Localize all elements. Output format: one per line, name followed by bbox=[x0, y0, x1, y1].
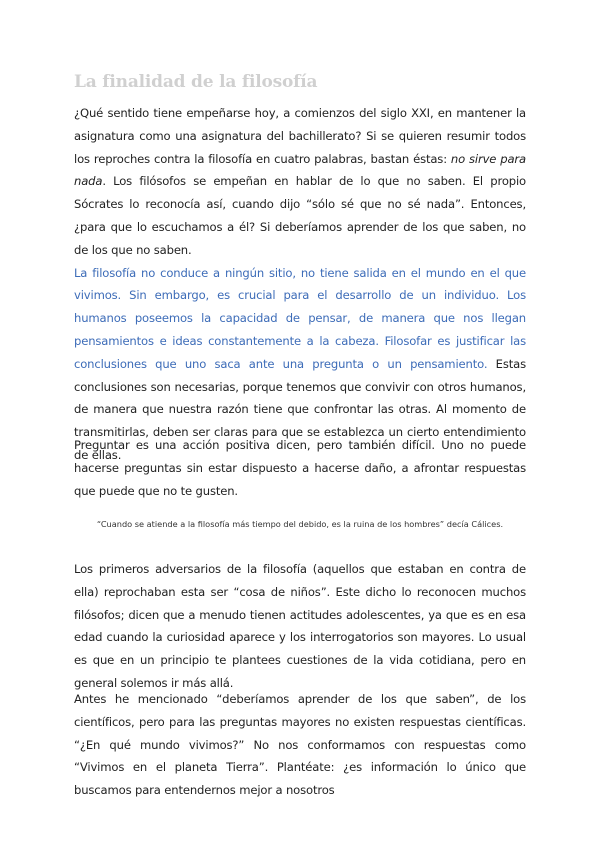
paragraph-adversarios: Los primeros adversarios de la filosofía (aquellos que estaban en contra de ella) reprochaban esta ser “cosa de niños”. Este dicho lo reconocen muchos filósofos; dicen que a menudo tienen actitudes adolescentes, ya que es en esa edad cuando la curiosidad aparece y los interrogatorios son mayores. Lo usual es que en un principio te plantees cuestiones de la vida cotidiana, pero en general solemos ir más allá. bbox=[74, 562, 526, 690]
paragraph-intro bbox=[74, 102, 526, 467]
intro-text-3: Estas conclusiones son necesarias, porque tenemos que convivir con otros humanos, de manera que nuestra razón tiene que confrontar las otras. Al momento de transmitirlas, deben ser claras para que se establezca un cierto entendimiento de ellas. bbox=[74, 356, 526, 462]
page-title: La finalidad de la filosofía bbox=[74, 72, 318, 92]
intro-text-1: ¿Qué sentido tiene empeñarse hoy, a comienzos del siglo XXI, en mantener la asignatura como una asignatura del bachillerato? Si se quieren resumir todos los reproches contra la filosofía en cuatro palabras, bastan éstas: bbox=[74, 106, 526, 166]
intro-text-2: . Los filósofos se empeñan en hablar de lo que no saben. El propio Sócrates lo reconocía así, cuando dijo “sólo sé que no sé nada”. Entonces, ¿para que lo escuchamos a él? Si deberíamos aprender de los que saben, no de los que no saben. bbox=[74, 174, 526, 257]
paragraph-ciencia: Antes he mencionado “deberíamos aprender de los que saben”, de los científicos, pero para las preguntas mayores no existen respuestas científicas. “¿En qué mundo vivimos?” No nos conformamos con respuestas como “Vivimos en el planeta Tierra”. Plantéate: ¿es información lo único que buscamos para entendernos mejor a nosotros bbox=[74, 692, 526, 798]
paragraph-preguntar: Preguntar es una acción positiva dicen, pero también difícil. Uno no puede hacerse preguntas sin estar dispuesto a hacerse daño, a afrontar respuestas que puede que no te gusten. bbox=[74, 438, 526, 498]
quote: “Cuando se atiende a la filosofía más tiempo del debido, es la ruina de los hombres” decía Cálices. bbox=[96, 519, 504, 529]
intro-emphasis: no sirve para nada bbox=[74, 151, 526, 189]
highlighted-text: La filosofía no conduce a ningún sitio, no tiene salida en el mundo en el que vivimos. Sin embargo, es crucial para el desarrollo de un individuo. Los humanos poseemos la capacidad de pensar, de manera que nos llegan pensamientos e ideas constantemente a la cabeza. Filosofar es justificar las conclusiones que uno saca ante una pregunta o un pensamiento. bbox=[74, 265, 526, 371]
